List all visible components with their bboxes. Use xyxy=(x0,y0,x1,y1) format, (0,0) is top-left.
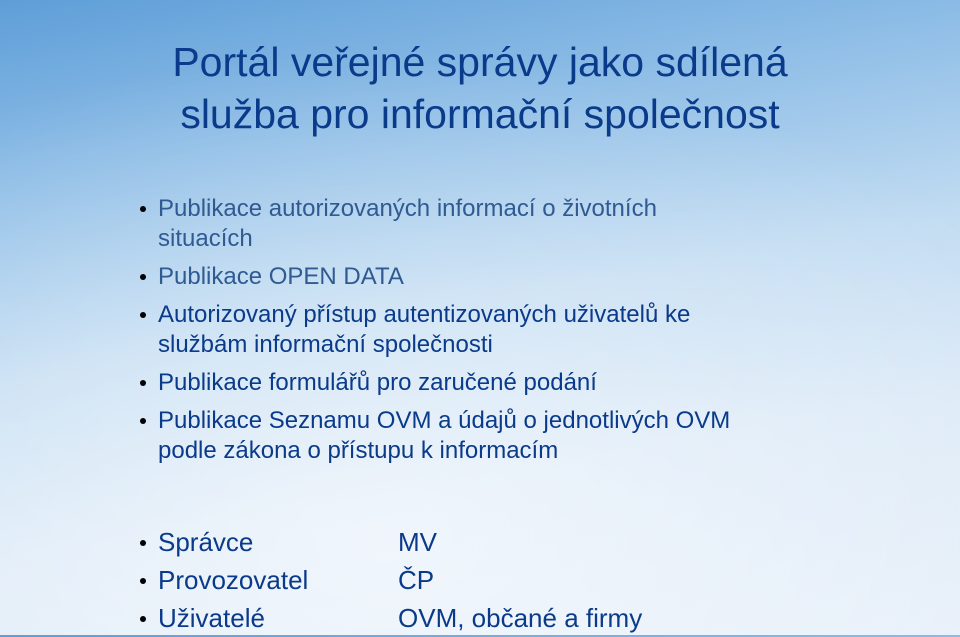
slide-title-line-1: Portál veřejné správy jako sdílená xyxy=(172,39,788,85)
role-row-operator xyxy=(140,561,900,599)
bullet-text-line-2: podle zákona o přístupu k informacím xyxy=(158,437,559,464)
bullet-item-open-data xyxy=(140,262,900,292)
role-value: OVM, občané a firmy xyxy=(398,603,643,633)
bullet-text-line-1: Publikace autorizovaných informací o životních xyxy=(158,195,657,222)
role-row-administrator xyxy=(140,523,900,561)
role-value: MV xyxy=(398,527,437,557)
role-row-users xyxy=(140,599,900,637)
role-value: ČP xyxy=(398,565,435,595)
slide-title xyxy=(0,36,960,140)
bullet-text-line-1: Publikace formulářů pro zaručené podání xyxy=(158,369,597,396)
bullet-dot-icon xyxy=(140,578,146,584)
bullet-text-line-1: Publikace OPEN DATA xyxy=(158,263,404,290)
role-name: Provozovatel xyxy=(158,565,309,595)
bullet-dot-icon xyxy=(140,274,146,280)
bullet-dot-icon xyxy=(140,418,146,424)
bullet-item-authorized-access xyxy=(140,300,900,360)
bullet-dot-icon xyxy=(140,206,146,212)
bullet-text-line-1: Autorizovaný přístup autentizovaných uživatelů ke xyxy=(158,301,691,328)
bullet-dot-icon xyxy=(140,312,146,318)
bullet-dot-icon xyxy=(140,616,146,622)
bullet-text-line-2: službám informační společnosti xyxy=(158,331,493,358)
slide-title-line-2: služba pro informační společnost xyxy=(180,91,780,137)
role-name: Správce xyxy=(158,527,254,557)
bullet-item-ovm-register xyxy=(140,406,900,466)
bullet-text-line-2: situacích xyxy=(158,225,253,252)
bullet-item-forms xyxy=(140,368,900,398)
bullet-text-line-1: Publikace Seznamu OVM a údajů o jednotlivých OVM xyxy=(158,407,731,434)
bullet-dot-icon xyxy=(140,380,146,386)
roles-list xyxy=(140,523,900,637)
bullet-item-life-situations xyxy=(140,194,900,254)
role-name: Uživatelé xyxy=(158,603,265,633)
bullet-dot-icon xyxy=(140,540,146,546)
bullet-list xyxy=(140,194,900,474)
